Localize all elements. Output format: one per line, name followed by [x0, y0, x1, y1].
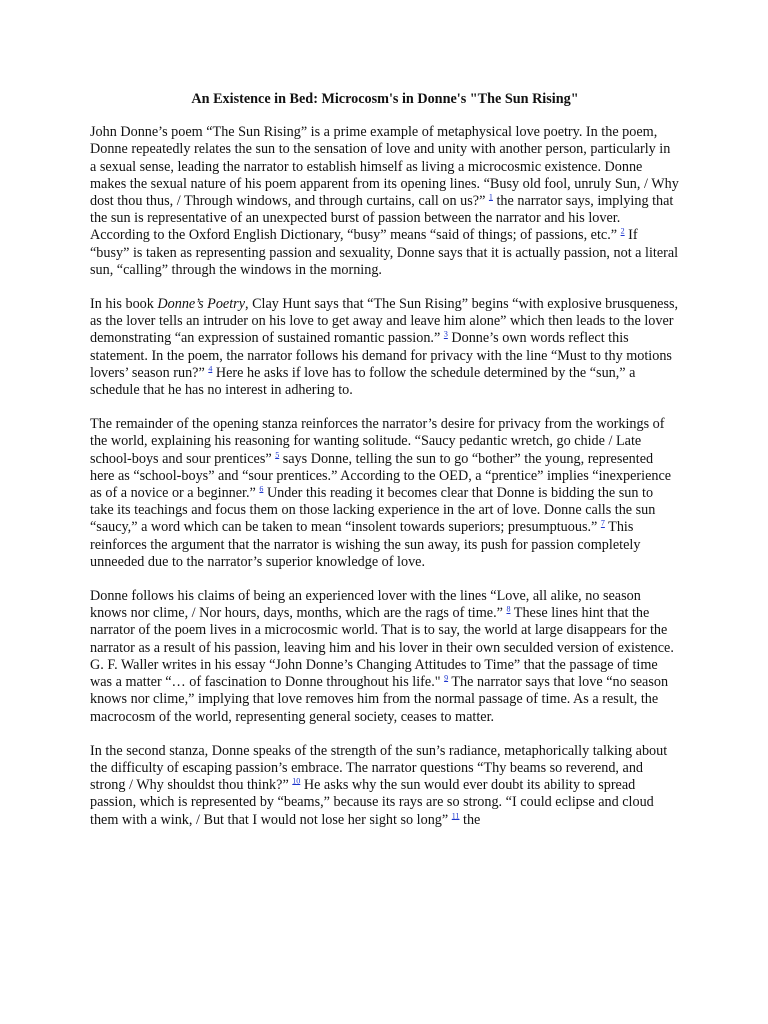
paragraph-text: Under this reading it becomes clear that Donne is bidding the sun to take its teachings and focus them on those lacking experience in the art of love. Donne calls the sun “saucy,” a word which can be taken to mean “insolent towards superiors; presumptuous.”	[90, 485, 656, 536]
paragraph-text: In his book	[90, 296, 158, 313]
paragraph-text: If “busy” is taken as representing passion and sexuality, Donne says that it is actually passion, not a literal sun, “calling” through the windows in the morning.	[90, 227, 679, 278]
paragraph-text: the	[459, 811, 481, 828]
paragraph	[90, 588, 680, 726]
footnote-link[interactable]: 7	[600, 518, 605, 528]
paragraph-text: The narrator says that love “no season knows nor clime,” implying that love removes him from the normal passage of time. As a result, the macrocosm of the world, representing general society, ceases to matter.	[90, 674, 669, 725]
paragraph-text: He asks why the sun would ever doubt its ability to spread passion, which is represented by “beams,” because its rays are so strong. “I could eclipse and cloud them with a wink, / But that I would not lose her sight so long”	[90, 777, 654, 828]
footnote-link[interactable]: 5	[275, 449, 280, 459]
footnote-link[interactable]: 10	[292, 776, 301, 786]
footnote-link[interactable]: 4	[208, 364, 213, 374]
paragraph	[90, 416, 680, 571]
paragraph	[90, 743, 680, 829]
paragraph-text: This reinforces the argument that the narrator is wishing the sun away, its push for passion completely unneeded due to the narrator’s superior knowledge of love.	[90, 519, 641, 570]
footnote-link[interactable]: 11	[451, 810, 460, 820]
paragraph-text: In the second stanza, Donne speaks of the strength of the sun’s radiance, metaphorically talking about the difficulty of escaping passion’s embrace. The narrator questions “Thy beams so reverend, and strong / Why shouldst thou think?”	[90, 742, 668, 794]
footnote-link[interactable]: 8	[506, 604, 511, 614]
document-page	[90, 91, 680, 846]
footnote-link[interactable]: 2	[620, 226, 625, 236]
paragraph-text: says Donne, telling the sun to go “bother” the young, represented here as “school-boys” and “sour prentices.” According to the OED, a “prentice” implies “inexperience as of a novice or a beginner.”	[90, 450, 672, 502]
paragraph	[90, 124, 680, 279]
italic-book-title: Donne’s Poetry	[157, 296, 245, 313]
footnote-link[interactable]: 3	[443, 329, 448, 339]
footnote-link[interactable]: 6	[259, 484, 264, 494]
footnote-link[interactable]: 9	[444, 673, 449, 683]
paragraph-text: Donne’s own words reflect this statement. In the poem, the narrator follows his demand for privacy with the line “Must to thy motions lovers’ season run?”	[90, 330, 672, 381]
paragraph-text: the narrator says, implying that the sun is representative of an unexpected burst of passion between the narrator and his lover. According to the Oxford English Dictionary, “busy” means “said of things; of passions, etc.”	[90, 193, 674, 244]
paragraph-text: The remainder of the opening stanza reinforces the narrator’s desire for privacy from the workings of the world, explaining his reasoning for wanting solitude. “Saucy pedantic wretch, go chide / Late school-boys and sour prentices”	[90, 416, 665, 467]
paragraph-text: John Donne’s poem “The Sun Rising” is a prime example of metaphysical love poetry. In the poem, Donne repeatedly relates the sun to the sensation of love and unity with another person, particularly in a sexual sense, leading the narrator to establish himself as living a microcosmic existence. Donne makes the sexual nature of his poem apparent from its opening lines. “Busy old fool, unruly Sun, / Why dost thou thus, / Through windows, and through curtains, call on us?”	[90, 124, 679, 210]
document-title: An Existence in Bed: Microcosm's in Donne's "The Sun Rising"	[191, 91, 579, 107]
footnote-link[interactable]: 1	[488, 192, 493, 202]
paragraph-text: Here he asks if love has to follow the schedule determined by the “sun,” a schedule that he has no interest in adhering to.	[90, 364, 636, 399]
paragraph-text: , Clay Hunt says that “The Sun Rising” begins “with explosive brusqueness, as the lover tells an intruder on his love to get away and leave him alone” which then leads to the lover demonstrating “an expression of sustained romantic passion.”	[90, 296, 679, 347]
paragraph-text: These lines hint that the narrator of the poem lives in a microcosmic world. That is to say, the world at large disappears for the narrator as a result of his passion, leaving him and his lover in their own seculded version of existence. G. F. Waller writes in his essay “John Donne’s Changing Attitudes to Time” that the passage of time was a matter “… of fascination to Donne throughout his life."	[90, 605, 674, 691]
paragraph-text: Donne follows his claims of being an experienced lover with the lines “Love, all alike, no season knows nor clime, / Nor hours, days, months, which are the rags of time.”	[90, 588, 641, 622]
document-body	[90, 124, 680, 829]
paragraph	[90, 296, 680, 399]
